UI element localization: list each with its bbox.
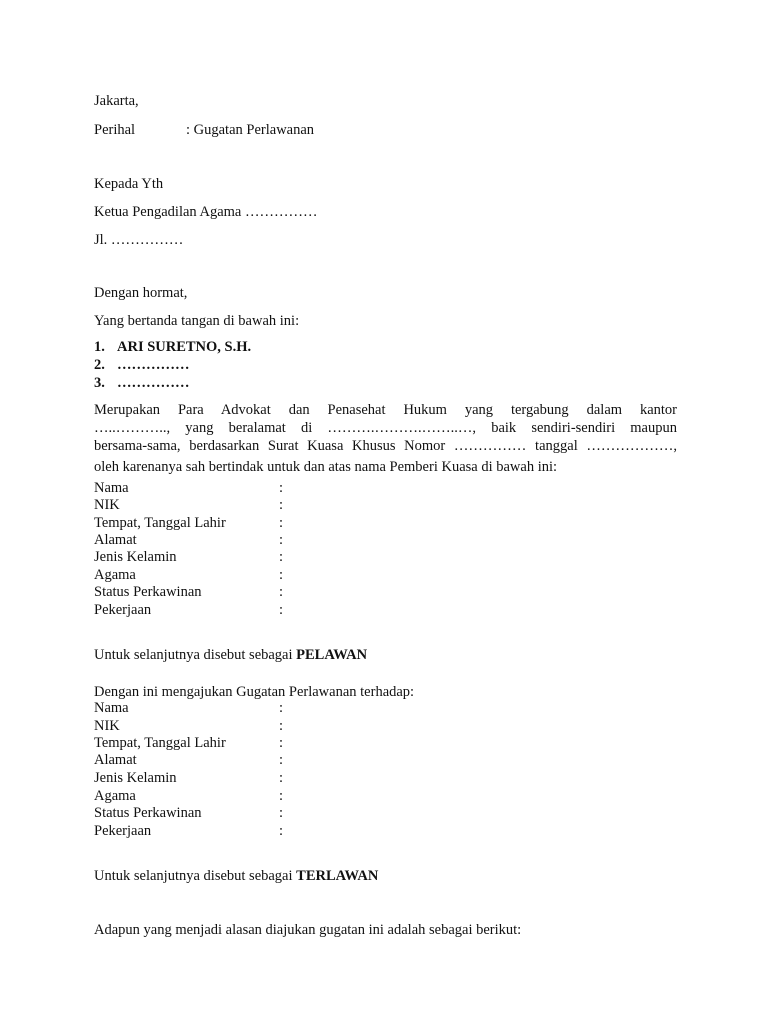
field-colon: : [279, 515, 284, 531]
terlawan-field-row [94, 805, 394, 822]
field-colon: : [279, 549, 284, 565]
field-colon: : [279, 480, 284, 496]
field-label: NIK [94, 497, 120, 513]
terlawan-field-row [94, 770, 394, 787]
terlawan-field-row [94, 718, 394, 735]
paragraph-line: …..……….., yang beralamat di ……….……….……..…, baik sendiri-sendiri maupun [94, 420, 677, 436]
terlawan-designation [94, 867, 378, 885]
field-colon: : [279, 735, 284, 751]
designation-text: Untuk selanjutnya disebut sebagai [94, 647, 297, 663]
signatory-item [94, 338, 251, 356]
pelawan-field-row [94, 567, 394, 584]
paragraph-last-line: oleh karenanya sah bertindak untuk dan atas nama Pemberi Kuasa di bawah ini: [94, 459, 558, 475]
city-date: Jakarta, [94, 93, 139, 109]
pelawan-field-row [94, 480, 394, 497]
field-label: Tempat, Tanggal Lahir [94, 735, 226, 751]
field-label: NIK [94, 718, 120, 734]
field-colon: : [279, 584, 284, 600]
recipient-court: Ketua Pengadilan Agama …………… [94, 204, 318, 220]
pelawan-field-row [94, 602, 394, 619]
field-colon: : [279, 602, 284, 618]
perihal-line [94, 121, 314, 139]
paragraph-line: Merupakan Para Advokat dan Penasehat Hukum yang tergabung dalam kantor [94, 402, 677, 418]
field-label: Nama [94, 480, 129, 496]
signatory-number: 3. [94, 375, 105, 391]
signatory-name: …………… [117, 375, 190, 391]
field-label: Status Perkawinan [94, 805, 202, 821]
field-label: Pekerjaan [94, 602, 152, 618]
field-colon: : [279, 567, 284, 583]
field-colon: : [279, 805, 284, 821]
field-colon: : [279, 532, 284, 548]
terlawan-field-row [94, 700, 394, 717]
designation-term: TERLAWAN [296, 868, 379, 884]
terlawan-intro: Dengan ini mengajukan Gugatan Perlawanan terhadap: [94, 684, 415, 700]
field-colon: : [279, 700, 284, 716]
field-label: Jenis Kelamin [94, 770, 177, 786]
perihal-label: Perihal [94, 122, 136, 138]
pelawan-field-row [94, 549, 394, 566]
recipient-greeting: Kepada Yth [94, 176, 164, 192]
recipient-address: Jl. …………… [94, 232, 184, 248]
field-label: Alamat [94, 532, 137, 548]
paragraph-line: bersama-sama, berdasarkan Surat Kuasa Khusus Nomor …………… tanggal ………………, [94, 438, 677, 454]
mandate-paragraph [94, 401, 677, 455]
pelawan-field-row [94, 532, 394, 549]
field-label: Tempat, Tanggal Lahir [94, 515, 226, 531]
field-label: Pekerjaan [94, 823, 152, 839]
field-label: Agama [94, 567, 136, 583]
field-label: Alamat [94, 752, 137, 768]
terlawan-field-row [94, 788, 394, 805]
field-label: Nama [94, 700, 129, 716]
field-label: Status Perkawinan [94, 584, 202, 600]
signatory-number: 2. [94, 357, 105, 373]
field-colon: : [279, 718, 284, 734]
signatory-item [94, 374, 190, 392]
field-colon: : [279, 497, 284, 513]
field-colon: : [279, 823, 284, 839]
salutation: Dengan hormat, [94, 285, 188, 301]
field-colon: : [279, 770, 284, 786]
terlawan-field-row [94, 752, 394, 769]
terlawan-field-row [94, 735, 394, 752]
grounds-intro: Adapun yang menjadi alasan diajukan gugatan ini adalah sebagai berikut: [94, 922, 522, 938]
pelawan-field-row [94, 584, 394, 601]
designation-text: Untuk selanjutnya disebut sebagai [94, 868, 297, 884]
designation-term: PELAWAN [296, 647, 368, 663]
field-label: Agama [94, 788, 136, 804]
signatory-item [94, 356, 190, 374]
field-colon: : [279, 788, 284, 804]
intro-sentence: Yang bertanda tangan di bawah ini: [94, 313, 300, 329]
signatory-number: 1. [94, 339, 105, 355]
field-colon: : [279, 752, 284, 768]
pelawan-designation [94, 646, 367, 664]
pelawan-field-row [94, 515, 394, 532]
field-label: Jenis Kelamin [94, 549, 177, 565]
signatory-name: ARI SURETNO, S.H. [117, 339, 252, 355]
pelawan-field-row [94, 497, 394, 514]
signatory-name: …………… [117, 357, 190, 373]
perihal-value: : Gugatan Perlawanan [186, 122, 315, 138]
terlawan-field-row [94, 823, 394, 840]
